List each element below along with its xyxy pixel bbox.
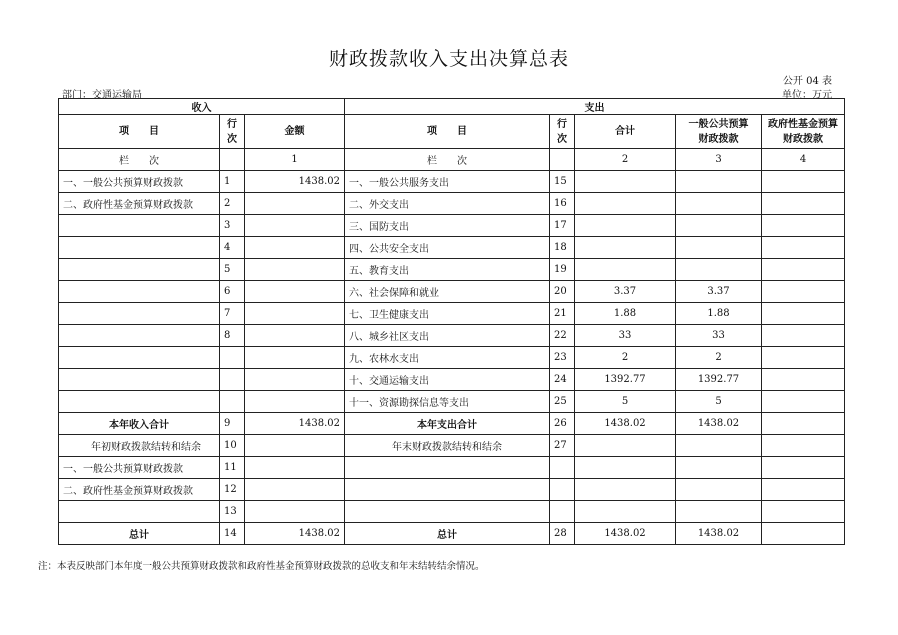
unit-label: 单位：万元 (782, 90, 832, 101)
expense-column-label: 栏 次 (345, 149, 550, 171)
col4-index: 4 (762, 149, 845, 171)
gov-fund-cell (762, 325, 845, 347)
general-budget-cell (676, 237, 762, 259)
expense-line-cell: 19 (550, 259, 575, 281)
budget-summary-table (58, 98, 845, 545)
gov-fund-cell (762, 237, 845, 259)
gov-fund-cell (762, 303, 845, 325)
col1-index: 1 (245, 149, 345, 171)
total-cell (575, 171, 676, 193)
expense-item-cell: 三、国防支出 (345, 215, 550, 237)
table-row (59, 237, 845, 259)
expense-line-cell: 25 (550, 391, 575, 413)
col2-index: 2 (575, 149, 676, 171)
general-budget-cell (676, 193, 762, 215)
general-budget-cell: 1.88 (676, 303, 762, 325)
gov-fund-cell (762, 479, 845, 501)
table-row (59, 501, 845, 523)
expense-item-cell: 九、农林水支出 (345, 347, 550, 369)
income-item-cell: 总计 (59, 523, 220, 545)
general-budget-cell (676, 501, 762, 523)
total-header: 合计 (575, 115, 676, 149)
expense-item-cell: 一、一般公共服务支出 (345, 171, 550, 193)
income-amount-cell (245, 325, 345, 347)
gov-fund-cell (762, 369, 845, 391)
income-amount-cell (245, 237, 345, 259)
expense-line-cell (550, 501, 575, 523)
table-row (59, 325, 845, 347)
total-cell: 1.88 (575, 303, 676, 325)
income-amount-cell (245, 435, 345, 457)
expense-line-cell: 22 (550, 325, 575, 347)
table-row (59, 303, 845, 325)
income-amount-cell (245, 347, 345, 369)
table-row (59, 259, 845, 281)
income-line-cell: 11 (220, 457, 245, 479)
expense-item-cell (345, 501, 550, 523)
expense-item-cell: 总计 (345, 523, 550, 545)
income-column-label: 栏 次 (59, 149, 220, 171)
expense-line-cell: 15 (550, 171, 575, 193)
income-amount-cell (245, 259, 345, 281)
income-line-header: 行次 (220, 115, 245, 149)
expense-item-cell (345, 479, 550, 501)
gov-fund-cell (762, 193, 845, 215)
income-item-cell (59, 325, 220, 347)
table-row (59, 457, 845, 479)
gov-fund-cell (762, 501, 845, 523)
amount-header: 金额 (245, 115, 345, 149)
general-budget-cell (676, 457, 762, 479)
expense-line-cell: 21 (550, 303, 575, 325)
general-budget-cell: 3.37 (676, 281, 762, 303)
total-cell (575, 479, 676, 501)
general-budget-cell (676, 171, 762, 193)
table-row (59, 413, 845, 435)
income-item-cell: 一、一般公共预算财政拨款 (59, 457, 220, 479)
income-amount-cell: 1438.02 (245, 171, 345, 193)
table-row (59, 215, 845, 237)
expense-header: 支出 (345, 99, 845, 115)
income-line-cell: 4 (220, 237, 245, 259)
form-number: 公开 04 表 (782, 76, 832, 87)
column-index-row (59, 149, 845, 171)
gov-fund-cell (762, 413, 845, 435)
income-amount-cell (245, 457, 345, 479)
gov-fund-cell (762, 457, 845, 479)
expense-item-cell: 本年支出合计 (345, 413, 550, 435)
gov-fund-cell (762, 171, 845, 193)
income-item-cell: 一、一般公共预算财政拨款 (59, 171, 220, 193)
income-line-cell: 1 (220, 171, 245, 193)
general-budget-cell: 1438.02 (676, 523, 762, 545)
income-amount-cell (245, 193, 345, 215)
income-amount-cell (245, 391, 345, 413)
expense-line-cell: 27 (550, 435, 575, 457)
table-row (59, 479, 845, 501)
expense-item-cell: 年末财政拨款结转和结余 (345, 435, 550, 457)
income-amount-cell (245, 281, 345, 303)
expense-item-cell: 四、公共安全支出 (345, 237, 550, 259)
income-item-cell (59, 369, 220, 391)
total-cell: 33 (575, 325, 676, 347)
expense-item-cell: 七、卫生健康支出 (345, 303, 550, 325)
total-cell (575, 237, 676, 259)
table-row (59, 391, 845, 413)
general-budget-cell (676, 479, 762, 501)
income-amount-cell (245, 479, 345, 501)
empty-cell (220, 149, 245, 171)
total-cell (575, 435, 676, 457)
income-item-cell: 本年收入合计 (59, 413, 220, 435)
income-item-cell (59, 215, 220, 237)
income-item-cell (59, 303, 220, 325)
income-item-cell (59, 391, 220, 413)
page-title: 财政拨款收入支出决算总表 (328, 48, 569, 70)
total-cell: 5 (575, 391, 676, 413)
total-cell: 2 (575, 347, 676, 369)
header-row-columns (59, 115, 845, 149)
income-item-cell (59, 259, 220, 281)
expense-line-cell: 18 (550, 237, 575, 259)
total-cell: 1438.02 (575, 413, 676, 435)
income-item-cell (59, 501, 220, 523)
income-item-cell (59, 347, 220, 369)
expense-line-cell: 28 (550, 523, 575, 545)
income-line-cell (220, 369, 245, 391)
expense-line-cell (550, 457, 575, 479)
income-item-header: 项 目 (59, 115, 220, 149)
income-line-cell: 7 (220, 303, 245, 325)
table-row (59, 193, 845, 215)
table-row (59, 347, 845, 369)
expense-item-header: 项 目 (345, 115, 550, 149)
table-row (59, 435, 845, 457)
expense-line-header: 行次 (550, 115, 575, 149)
expense-line-cell: 26 (550, 413, 575, 435)
income-amount-cell (245, 501, 345, 523)
income-amount-cell: 1438.02 (245, 413, 345, 435)
total-cell (575, 457, 676, 479)
gov-fund-cell (762, 215, 845, 237)
general-budget-cell (676, 259, 762, 281)
expense-item-cell: 六、社会保障和就业 (345, 281, 550, 303)
income-amount-cell (245, 369, 345, 391)
total-cell: 1392.77 (575, 369, 676, 391)
expense-line-cell: 20 (550, 281, 575, 303)
income-line-cell: 6 (220, 281, 245, 303)
income-line-cell: 13 (220, 501, 245, 523)
expense-line-cell (550, 479, 575, 501)
gov-fund-header: 政府性基金预算财政拨款 (762, 115, 845, 149)
income-line-cell (220, 391, 245, 413)
total-cell (575, 259, 676, 281)
income-line-cell: 12 (220, 479, 245, 501)
expense-item-cell: 五、教育支出 (345, 259, 550, 281)
expense-line-cell: 17 (550, 215, 575, 237)
department-label: 部门：交通运输局 (62, 90, 142, 101)
expense-line-cell: 24 (550, 369, 575, 391)
expense-item-cell: 八、城乡社区支出 (345, 325, 550, 347)
income-line-cell: 8 (220, 325, 245, 347)
income-line-cell (220, 347, 245, 369)
general-budget-cell (676, 435, 762, 457)
expense-line-cell: 23 (550, 347, 575, 369)
income-amount-cell (245, 215, 345, 237)
table-row (59, 369, 845, 391)
col3-index: 3 (676, 149, 762, 171)
expense-item-cell: 十一、资源勘探信息等支出 (345, 391, 550, 413)
income-item-cell: 二、政府性基金预算财政拨款 (59, 479, 220, 501)
gov-fund-cell (762, 347, 845, 369)
gov-fund-cell (762, 259, 845, 281)
table-row (59, 523, 845, 545)
total-cell (575, 215, 676, 237)
total-cell (575, 501, 676, 523)
income-line-cell: 2 (220, 193, 245, 215)
table-row (59, 171, 845, 193)
income-line-cell: 14 (220, 523, 245, 545)
footnote: 注：本表反映部门本年度一般公共预算财政拨款和政府性基金预算财政拨款的总收支和年末结转结余情况。 (38, 561, 485, 572)
income-header: 收入 (59, 99, 345, 115)
income-item-cell: 年初财政拨款结转和结余 (59, 435, 220, 457)
general-budget-cell: 1392.77 (676, 369, 762, 391)
income-amount-cell (245, 303, 345, 325)
general-budget-cell: 2 (676, 347, 762, 369)
empty-cell (550, 149, 575, 171)
income-item-cell (59, 281, 220, 303)
income-line-cell: 10 (220, 435, 245, 457)
expense-line-cell: 16 (550, 193, 575, 215)
general-budget-cell (676, 215, 762, 237)
general-budget-cell: 1438.02 (676, 413, 762, 435)
total-cell (575, 193, 676, 215)
header-row-sections (59, 99, 845, 115)
total-cell: 1438.02 (575, 523, 676, 545)
gov-fund-cell (762, 523, 845, 545)
expense-item-cell: 二、外交支出 (345, 193, 550, 215)
gov-fund-cell (762, 391, 845, 413)
total-cell: 3.37 (575, 281, 676, 303)
table-row (59, 281, 845, 303)
expense-item-cell: 十、交通运输支出 (345, 369, 550, 391)
income-line-cell: 9 (220, 413, 245, 435)
income-line-cell: 3 (220, 215, 245, 237)
income-item-cell (59, 237, 220, 259)
general-budget-header: 一般公共预算财政拨款 (676, 115, 762, 149)
gov-fund-cell (762, 435, 845, 457)
income-item-cell: 二、政府性基金预算财政拨款 (59, 193, 220, 215)
income-amount-cell: 1438.02 (245, 523, 345, 545)
gov-fund-cell (762, 281, 845, 303)
income-line-cell: 5 (220, 259, 245, 281)
general-budget-cell: 33 (676, 325, 762, 347)
expense-item-cell (345, 457, 550, 479)
general-budget-cell: 5 (676, 391, 762, 413)
